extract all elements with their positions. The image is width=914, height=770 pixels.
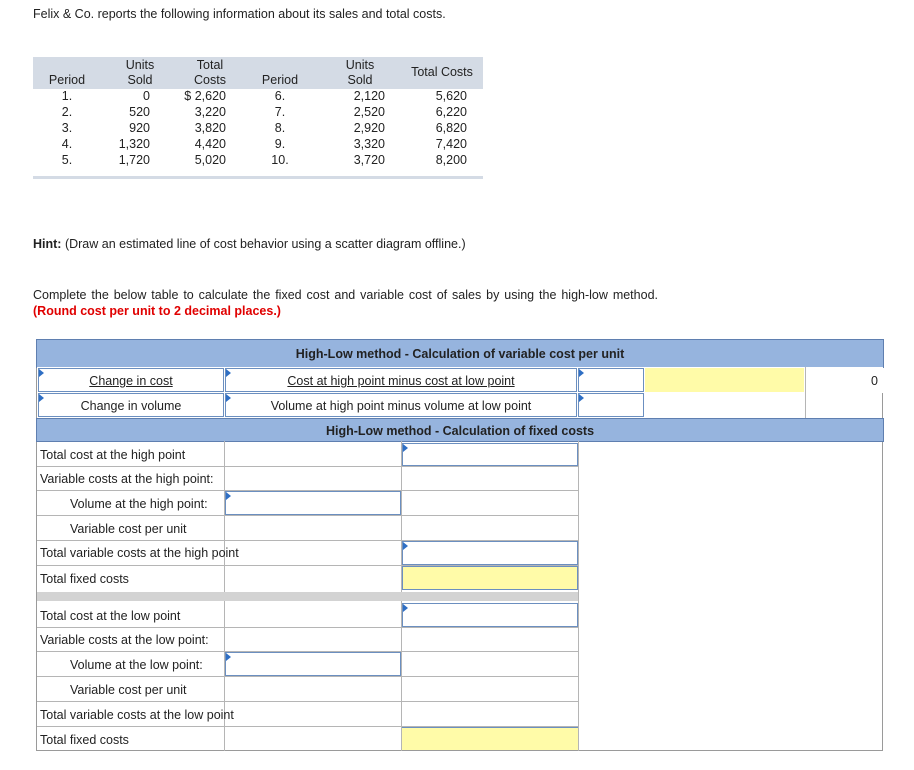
left-costs: 5,020: [194, 153, 226, 167]
line-h1: [37, 466, 578, 467]
header-costs-left-2: Costs: [194, 73, 226, 87]
left-costs: 4,420: [194, 137, 226, 151]
right-period: 7.: [274, 105, 286, 119]
high-volume-input[interactable]: [225, 491, 401, 515]
line-l1: [37, 627, 578, 628]
low-volume-label: Volume at the low point:: [70, 658, 203, 672]
high-total-variable-label: Total variable costs at the high point: [40, 546, 239, 560]
result-divider: [805, 367, 806, 419]
change-in-cost-label: Change in cost: [89, 374, 173, 388]
line-h3: [37, 515, 578, 516]
high-vc-per-unit-label: Variable cost per unit: [70, 522, 187, 536]
low-variable-costs-label: Variable costs at the low point:: [40, 633, 209, 647]
high-total-fixed-label: Total fixed costs: [40, 572, 129, 586]
low-total-fixed-label: Total fixed costs: [40, 733, 129, 747]
change-in-volume-input[interactable]: [578, 393, 644, 417]
left-units: 920: [129, 121, 150, 135]
right-period: 8.: [274, 121, 286, 135]
section-separator: [37, 592, 578, 601]
right-costs: 6,220: [435, 105, 467, 119]
left-period: 3.: [61, 121, 73, 135]
high-total-variable-input[interactable]: [402, 541, 578, 565]
change-in-volume-label: Change in volume: [80, 399, 182, 413]
low-volume-input[interactable]: [225, 652, 401, 676]
header-units-right-1: Units: [345, 58, 375, 72]
line-l4: [37, 701, 578, 702]
col-sep-3: [578, 441, 579, 751]
right-costs: 5,620: [435, 89, 467, 103]
low-total-variable-label: Total variable costs at the low point: [40, 708, 234, 722]
header-period-left: Period: [48, 73, 86, 87]
right-costs: 6,820: [435, 121, 467, 135]
low-total-fixed-result: [402, 727, 578, 750]
header-total-costs-right: Total Costs: [411, 65, 473, 79]
change-in-volume-formula: Volume at high point minus volume at low point: [270, 399, 532, 413]
left-units: 0: [143, 89, 150, 103]
variable-cost-per-unit-result: [645, 368, 804, 392]
left-period: 1.: [61, 89, 73, 103]
instructions-emphasis: (Round cost per unit to 2 decimal places.): [33, 304, 281, 318]
low-total-cost-label: Total cost at the low point: [40, 609, 181, 623]
intro-text: Felix & Co. reports the following information about its sales and total costs.: [33, 7, 446, 21]
left-costs: 3,220: [194, 105, 226, 119]
left-period: 5.: [61, 153, 73, 167]
header-units-left-2: Sold: [127, 73, 153, 87]
left-units: 1,720: [118, 153, 150, 167]
header-units-left-1: Units: [125, 58, 155, 72]
header-units-right-2: Sold: [347, 73, 373, 87]
low-vc-per-unit-label: Variable cost per unit: [70, 683, 187, 697]
header-costs-left-1: Total: [196, 58, 224, 72]
high-variable-costs-label: Variable costs at the high point:: [40, 472, 214, 486]
left-units: 520: [129, 105, 150, 119]
hint-text: [33, 237, 466, 251]
variable-cost-per-unit-value: 0: [871, 374, 878, 388]
high-total-fixed-result: [402, 566, 578, 590]
right-units: 2,120: [353, 89, 385, 103]
right-units: 2,920: [353, 121, 385, 135]
data-table-bottom-rule: [33, 176, 483, 179]
right-units: 3,720: [353, 153, 385, 167]
left-units: 1,320: [118, 137, 150, 151]
fixed-section-title: High-Low method - Calculation of fixed costs: [325, 424, 595, 438]
instructions-text: [33, 287, 658, 319]
low-total-cost-input[interactable]: [402, 603, 578, 627]
variable-section-title: High-Low method - Calculation of variable cost per unit: [295, 347, 625, 361]
left-period: 4.: [61, 137, 73, 151]
instructions-body: Complete the below table to calculate the fixed cost and variable cost of sales by using the high-low method.: [33, 288, 658, 302]
right-costs: 8,200: [435, 153, 467, 167]
left-period: 2.: [61, 105, 73, 119]
hint-body: (Draw an estimated line of cost behavior using a scatter diagram offline.): [64, 237, 466, 251]
right-units: 3,320: [353, 137, 385, 151]
right-period: 10.: [271, 153, 289, 167]
right-costs: 7,420: [435, 137, 467, 151]
right-units: 2,520: [353, 105, 385, 119]
line-l3: [37, 676, 578, 677]
change-in-cost-input[interactable]: [578, 368, 644, 392]
right-period: 6.: [274, 89, 286, 103]
right-period: 9.: [274, 137, 286, 151]
change-in-cost-formula: Cost at high point minus cost at low point: [287, 374, 515, 388]
left-costs: 3,820: [194, 121, 226, 135]
left-costs: $ 2,620: [184, 89, 226, 103]
hint-label: Hint:: [33, 237, 62, 251]
header-period-right: Period: [261, 73, 299, 87]
high-total-cost-label: Total cost at the high point: [40, 448, 186, 462]
high-volume-label: Volume at the high point:: [70, 497, 208, 511]
high-total-cost-input[interactable]: [402, 443, 578, 466]
